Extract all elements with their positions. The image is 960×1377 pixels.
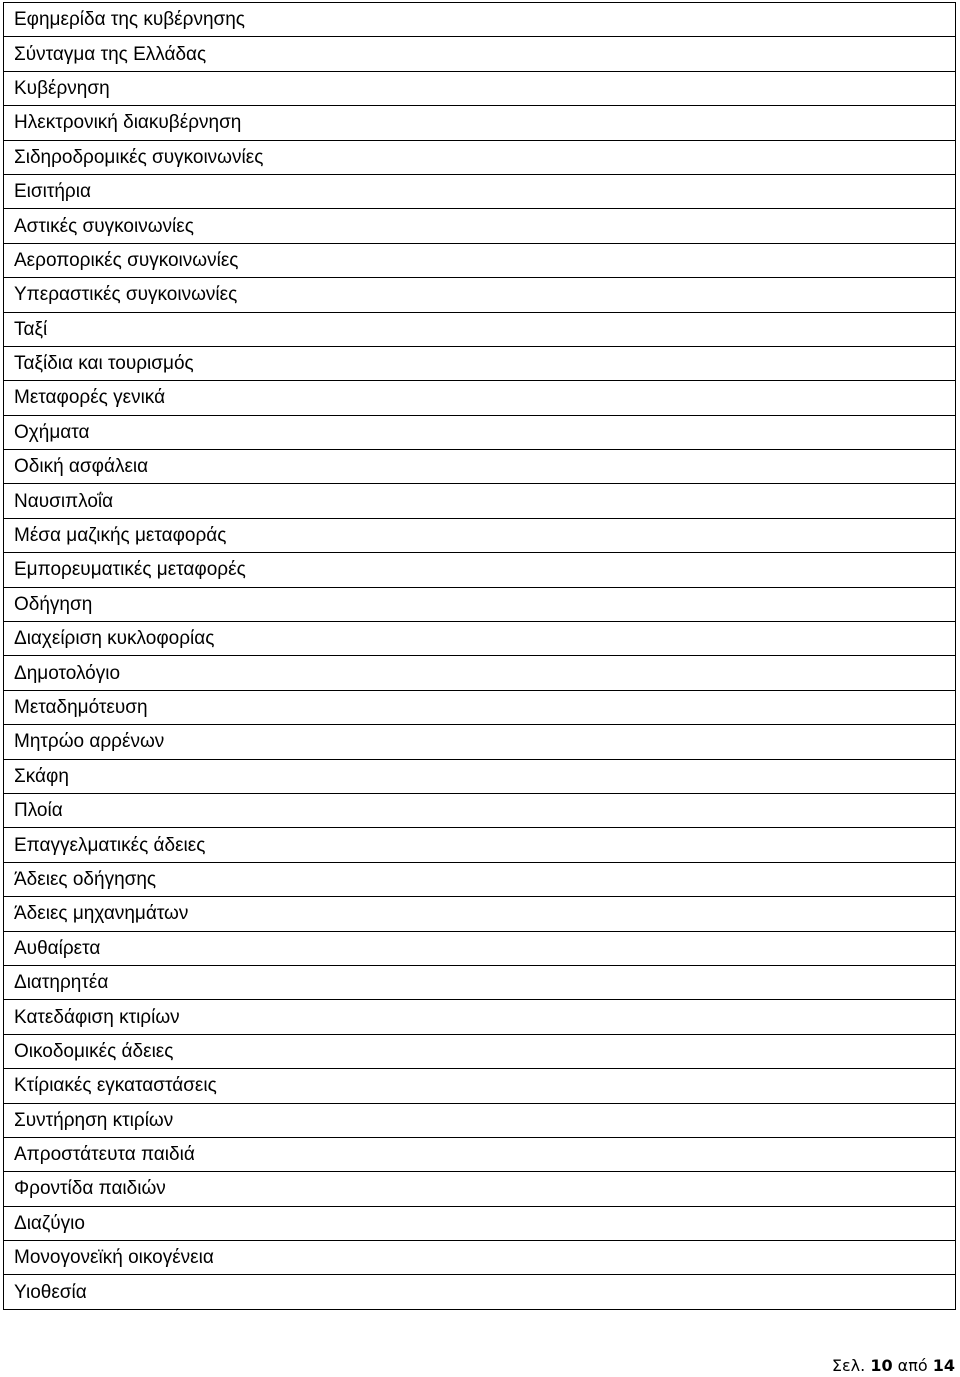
table-row <box>4 484 956 518</box>
total-pages-number: 14 <box>932 1356 955 1375</box>
table-row <box>4 346 956 380</box>
term-cell: Υπεραστικές συγκοινωνίες <box>4 278 956 312</box>
table-row <box>4 1137 956 1171</box>
table-row <box>4 1172 956 1206</box>
table-row <box>4 553 956 587</box>
term-cell: Ταξίδια και τουρισμός <box>4 346 956 380</box>
term-cell: Οικοδομικές άδειες <box>4 1034 956 1068</box>
term-cell: Εμπορευματικές μεταφορές <box>4 553 956 587</box>
table-row <box>4 690 956 724</box>
term-cell: Μονογονεϊκή οικογένεια <box>4 1241 956 1275</box>
page-separator: από <box>897 1356 928 1375</box>
table-row <box>4 278 956 312</box>
table-row <box>4 243 956 277</box>
term-cell: Μεταφορές γενικά <box>4 381 956 415</box>
term-cell: Δημοτολόγιο <box>4 656 956 690</box>
table-row <box>4 656 956 690</box>
term-cell: Διαζύγιο <box>4 1206 956 1240</box>
term-cell: Μητρώο αρρένων <box>4 725 956 759</box>
term-cell: Μέσα μαζικής μεταφοράς <box>4 518 956 552</box>
terms-table-body <box>4 3 956 1310</box>
table-row <box>4 71 956 105</box>
table-row <box>4 587 956 621</box>
table-row <box>4 106 956 140</box>
term-cell: Σύνταγμα της Ελλάδας <box>4 37 956 71</box>
term-cell: Απροστάτευτα παιδιά <box>4 1137 956 1171</box>
table-row <box>4 1206 956 1240</box>
term-cell: Οδική ασφάλεια <box>4 450 956 484</box>
table-row <box>4 759 956 793</box>
page-number-footer <box>832 1356 955 1376</box>
term-cell: Ναυσιπλοΐα <box>4 484 956 518</box>
term-cell: Κυβέρνηση <box>4 71 956 105</box>
term-cell: Σιδηροδρομικές συγκοινωνίες <box>4 140 956 174</box>
term-cell: Κτίριακές εγκαταστάσεις <box>4 1069 956 1103</box>
table-row <box>4 312 956 346</box>
term-cell: Αυθαίρετα <box>4 931 956 965</box>
term-cell: Οχήματα <box>4 415 956 449</box>
table-row <box>4 931 956 965</box>
term-cell: Πλοία <box>4 793 956 827</box>
term-cell: Διαχείριση κυκλοφορίας <box>4 622 956 656</box>
term-cell: Άδειες μηχανημάτων <box>4 897 956 931</box>
term-cell: Επαγγελματικές άδειες <box>4 828 956 862</box>
table-row <box>4 622 956 656</box>
table-row <box>4 793 956 827</box>
table-row <box>4 37 956 71</box>
term-cell: Άδειες οδήγησης <box>4 862 956 896</box>
term-cell: Ηλεκτρονική διακυβέρνηση <box>4 106 956 140</box>
table-row <box>4 725 956 759</box>
table-row <box>4 897 956 931</box>
table-row <box>4 965 956 999</box>
table-row <box>4 415 956 449</box>
term-cell: Κατεδάφιση κτιρίων <box>4 1000 956 1034</box>
term-cell: Εισιτήρια <box>4 174 956 208</box>
term-cell: Μεταδημότευση <box>4 690 956 724</box>
page-prefix: Σελ. <box>831 1356 866 1375</box>
table-row <box>4 174 956 208</box>
table-row <box>4 450 956 484</box>
terms-table <box>3 2 956 1310</box>
term-cell: Ταξί <box>4 312 956 346</box>
table-row <box>4 140 956 174</box>
term-cell: Αστικές συγκοινωνίες <box>4 209 956 243</box>
term-cell: Σκάφη <box>4 759 956 793</box>
term-cell: Αεροπορικές συγκοινωνίες <box>4 243 956 277</box>
term-cell: Φροντίδα παιδιών <box>4 1172 956 1206</box>
table-row <box>4 1103 956 1137</box>
term-cell: Συντήρηση κτιρίων <box>4 1103 956 1137</box>
table-row <box>4 3 956 37</box>
table-row <box>4 1275 956 1309</box>
table-row <box>4 862 956 896</box>
term-cell: Διατηρητέα <box>4 965 956 999</box>
table-row <box>4 209 956 243</box>
term-cell: Υιοθεσία <box>4 1275 956 1309</box>
current-page-number: 10 <box>870 1356 893 1375</box>
term-cell: Οδήγηση <box>4 587 956 621</box>
term-cell: Εφημερίδα της κυβέρνησης <box>4 3 956 37</box>
table-row <box>4 1000 956 1034</box>
table-row <box>4 1241 956 1275</box>
table-row <box>4 1069 956 1103</box>
table-row <box>4 518 956 552</box>
table-row <box>4 828 956 862</box>
table-row <box>4 1034 956 1068</box>
table-row <box>4 381 956 415</box>
